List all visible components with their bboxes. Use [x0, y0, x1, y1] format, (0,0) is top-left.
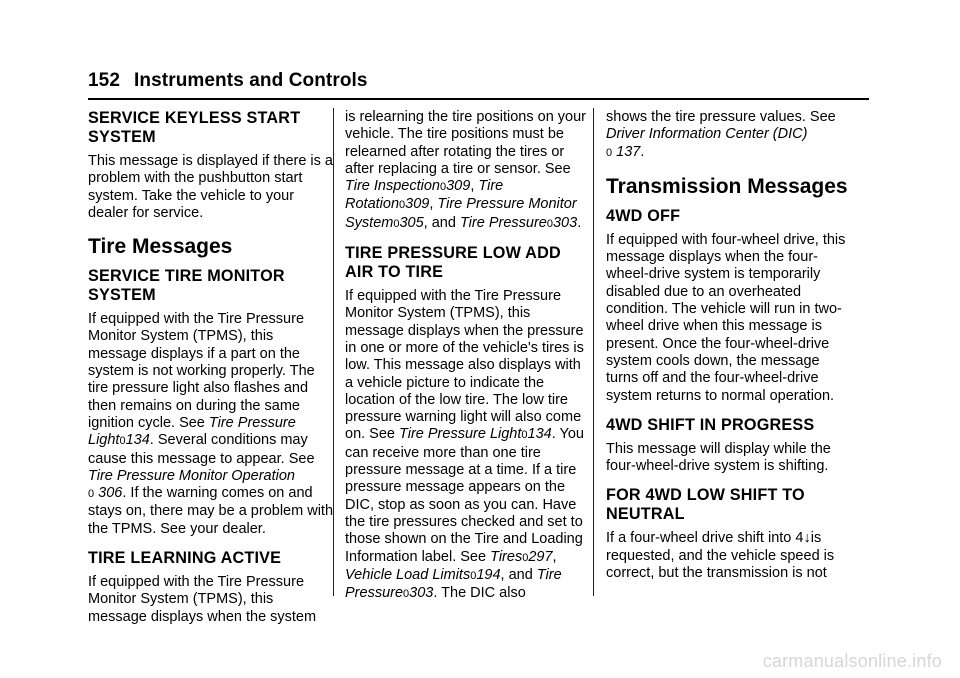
page-ref[interactable]: 309 — [405, 196, 430, 213]
body-text: If equipped with the Tire Pressure Monitor System (TPMS), this message displays if a part on the system is not working properly. The tire pressure light also flashes and then remains on during the same ignition cycle. See — [88, 311, 315, 431]
heading-4wd-off: 4WD OFF — [606, 206, 681, 225]
paragraph-keyless-start: This message is displayed if there is a problem with the pushbutton start system. Take the vehicle to your dealer for service. — [88, 153, 333, 221]
page-ref[interactable]: 137 — [616, 143, 641, 160]
section-title-transmission-messages: Transmission Messages — [606, 174, 848, 198]
page-header-title: Instruments and Controls — [134, 70, 368, 91]
link-tire-rotation[interactable]: Tire Rotation — [345, 178, 504, 213]
page-ref[interactable]: 297 — [528, 548, 553, 565]
page-ref[interactable]: 134 — [527, 426, 552, 443]
body-text: is requested, and the vehicle speed is correct, but the transmission is not — [606, 530, 835, 582]
heading-line: SYSTEM — [88, 286, 156, 305]
paragraph-4wd-off: If equipped with four-wheel drive, this message displays when the four-wheel-drive system is temporarily disabled due to an overheated condition. The vehicle will run in two-wheel drive when this message is present. Once the four-wheel-drive system cools down, the message turns off and the four-wheel-drive system returns to normal operation. — [606, 231, 846, 404]
page-arrow-icon: 0 — [521, 429, 528, 442]
page-arrow-icon: 0 — [119, 435, 126, 448]
link-tire-pressure[interactable]: Tire Pressure — [345, 566, 562, 602]
paragraph-4wd-shift: This message will display while the four-wheel-drive system is shifting. — [606, 440, 831, 475]
body-text: . — [577, 214, 582, 231]
link-tire-inspection[interactable]: Tire Inspection — [345, 178, 440, 195]
link-tire-pressure-light[interactable]: Tire Pressure Light — [399, 426, 522, 443]
page-arrow-icon: 0 — [439, 181, 447, 194]
link-tires[interactable]: Tires — [490, 548, 523, 565]
link-tire-pressure-light[interactable]: Tire Pressure Light — [88, 414, 296, 449]
column-2 — [345, 109, 591, 616]
page-ref[interactable]: 305 — [399, 214, 424, 231]
page-number: 152 — [88, 70, 121, 91]
body-text: , — [552, 548, 557, 565]
page-ref[interactable]: 134 — [125, 432, 150, 449]
link-dic[interactable]: Driver Information Center (DIC) — [606, 126, 808, 143]
page-header — [88, 70, 368, 92]
link-tpms[interactable]: Tire Pressure Monitor System — [345, 196, 577, 231]
section-title-tire-messages: Tire Messages — [88, 235, 233, 259]
body-text: , — [470, 178, 479, 195]
body-text: is relearning the tire positions on your vehicle. The tire positions must be relearned after rotating the tires or after replacing a tire or sensor. See — [345, 109, 586, 177]
4-low-arrow-icon: ↓ — [803, 530, 811, 547]
link-tpms-operation[interactable]: Tire Pressure Monitor Operation — [88, 467, 295, 484]
page-ref[interactable]: 303 — [552, 214, 578, 231]
watermark: carmanualsonline.info — [762, 651, 942, 671]
heading-tire-pressure-low — [345, 244, 591, 282]
paragraph-4wd-low-shift — [606, 530, 852, 582]
link-vehicle-load-limits[interactable]: Vehicle Load Limits — [345, 566, 471, 583]
heading-service-tire-monitor — [88, 267, 334, 305]
heading-line: SERVICE TIRE MONITOR — [88, 267, 285, 286]
page-ref[interactable]: 303 — [409, 585, 434, 602]
page-arrow-icon: 0 — [522, 551, 529, 564]
body-text: . — [640, 143, 645, 160]
page-arrow-icon: 0 — [403, 588, 410, 601]
page-ref[interactable]: 194 — [476, 566, 501, 583]
page-arrow-icon: 0 — [393, 217, 400, 230]
page-arrow-icon: 0 — [88, 488, 95, 501]
page-arrow-icon: 0 — [399, 199, 406, 212]
heading-service-keyless-start — [88, 109, 334, 147]
heading-4wd-shift: 4WD SHIFT IN PROGRESS — [606, 415, 815, 434]
heading-line: AIR TO TIRE — [345, 263, 444, 282]
heading-4wd-low-shift — [606, 486, 852, 524]
body-text: . If the warning comes on and stays on, there may be a problem with the TPMS. See your dealer. — [88, 485, 334, 537]
body-text: , — [429, 196, 438, 213]
page-arrow-icon: 0 — [470, 569, 477, 582]
heading-line: NEUTRAL — [606, 505, 685, 524]
paragraph-tire-learning: If equipped with the Tire Pressure Monitor System (TPMS), this message displays when the system — [88, 574, 317, 625]
paragraph-service-tire-monitor — [88, 311, 334, 538]
column-1 — [88, 109, 334, 639]
body-text: . The DIC also — [433, 585, 526, 602]
body-text: . You can receive more than one tire pressure message at a time. If a tire pressure message appears on the DIC, stop as soon as you can. Have the tire pressures checked and set to those shown on the Tire and Loading Information label. See — [345, 426, 584, 565]
heading-line: SERVICE KEYLESS START — [88, 109, 301, 127]
body-text: , and — [423, 214, 460, 231]
body-text: shows the tire pressure values. See — [606, 109, 836, 125]
header-rule — [88, 98, 869, 100]
link-tire-pressure[interactable]: Tire Pressure — [459, 214, 547, 231]
column-3 — [606, 109, 852, 595]
page-arrow-icon: 0 — [546, 217, 553, 230]
heading-line: SYSTEM — [88, 128, 156, 146]
heading-line: TIRE PRESSURE LOW ADD — [345, 244, 561, 263]
paragraph-relearning — [345, 109, 591, 233]
heading-line: FOR 4WD LOW SHIFT TO — [606, 486, 805, 505]
page-ref[interactable]: 306 — [98, 485, 123, 502]
column-divider — [593, 108, 594, 596]
heading-tire-learning-active: TIRE LEARNING ACTIVE — [88, 549, 282, 568]
body-text: . Several conditions may cause this message to appear. See — [88, 432, 315, 467]
body-text: If equipped with the Tire Pressure Monitor System (TPMS), this message displays when the pressure in one or more of the vehicle's tires is low. This message also displays with a vehicle picture to indicate the location of the low tire. The low tire pressure warning light will also come on. See — [345, 288, 584, 443]
page-arrow-icon: 0 — [606, 146, 613, 159]
page-ref[interactable]: 309 — [446, 178, 471, 195]
paragraph-tire-pressure-low — [345, 288, 591, 603]
paragraph-dic-values — [606, 109, 852, 162]
body-text: , and — [500, 566, 537, 583]
body-text: If a four-wheel drive shift into 4 — [606, 530, 804, 547]
